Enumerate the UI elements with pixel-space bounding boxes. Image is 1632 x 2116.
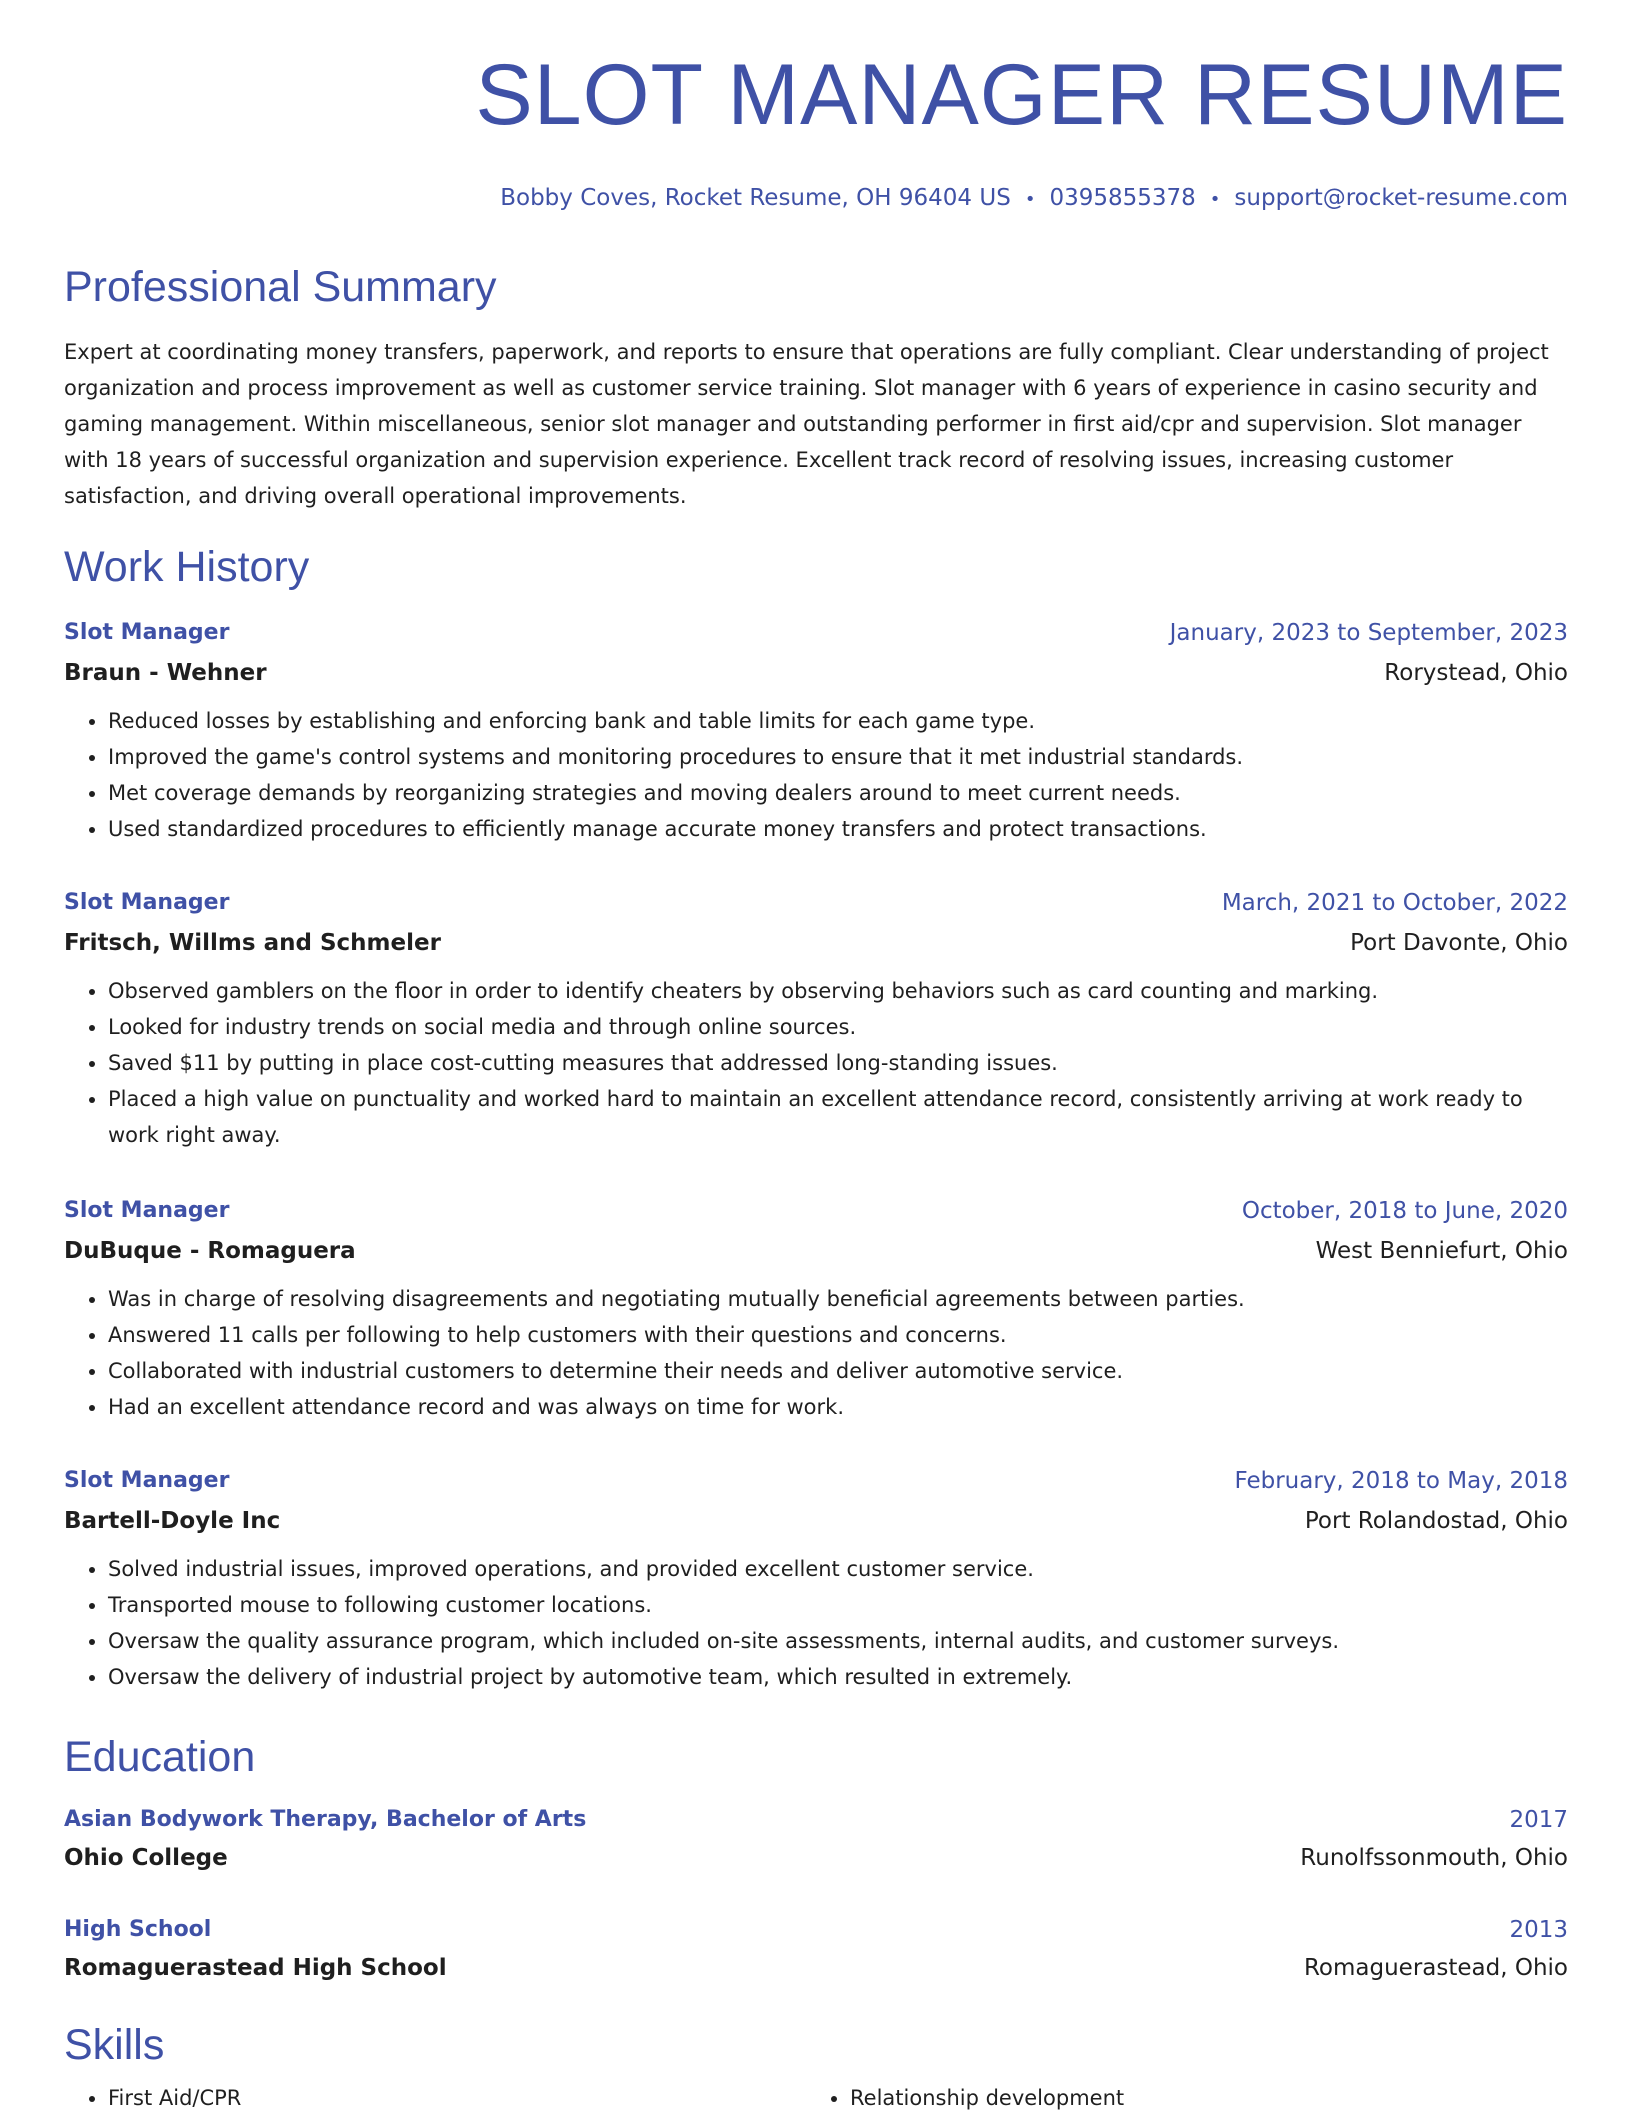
job-dates: October, 2018 to June, 2020 xyxy=(1241,1198,1568,1224)
skill-item: • Relationship development xyxy=(850,2080,1124,2116)
job-location: Port Davonte, Ohio xyxy=(1350,930,1568,956)
job-entry xyxy=(64,1461,1568,1695)
job-role: Slot Manager xyxy=(64,1468,230,1493)
job-bullet: • Was in charge of resolving disagreements and negotiating mutually beneficial agreements between parties. xyxy=(108,1281,1568,1317)
job-bullet: • Answered 11 calls per following to help customers with their questions and concerns. xyxy=(108,1317,1568,1353)
job-bullets xyxy=(64,1281,1568,1425)
summary-text: Expert at coordinating money transfers, paperwork, and reports to ensure that operations are fully compliant. Clear understanding of project organization and process improvement as well as customer service training. Slot manager with 6 years of experience in casino security and gaming management. Within miscellaneous, senior slot manager and outstanding performer in first aid/cpr and supervision. Slot manager with 18 years of successful organization and supervision experience. Excellent track record of resolving issues, increasing customer satisfaction, and driving overall operational improvements. xyxy=(64,340,1549,508)
job-company: Bartell-Doyle Inc xyxy=(64,1508,281,1534)
job-bullet: • Looked for industry trends on social media and through online sources. xyxy=(108,1009,1568,1045)
job-company: DuBuque - Romaguera xyxy=(64,1238,356,1264)
education-degree: Asian Bodywork Therapy, Bachelor of Arts xyxy=(64,1807,587,1832)
job-bullet: • Had an excellent attendance record and was always on time for work. xyxy=(108,1389,1568,1425)
job-bullet: • Collaborated with industrial customers to determine their needs and deliver automotive service. xyxy=(108,1353,1568,1389)
contact-separator: • xyxy=(1024,189,1036,210)
education-entry xyxy=(64,1911,1568,1987)
job-bullet: • Observed gamblers on the floor in order to identify cheaters by observing behaviors such as card counting and marking. xyxy=(108,973,1568,1009)
resume-title: SLOT MANAGER RESUME xyxy=(475,47,1568,143)
skill-item: • First Aid/CPR xyxy=(108,2080,241,2116)
job-location: Port Rolandostad, Ohio xyxy=(1304,1508,1568,1534)
contact-phone: 0395855378 xyxy=(1049,185,1196,211)
contact-email: support@rocket-resume.com xyxy=(1234,185,1568,211)
job-bullet: • Solved industrial issues, improved operations, and provided excellent customer service. xyxy=(108,1551,1568,1587)
job-bullet: • Oversaw the delivery of industrial project by automotive team, which resulted in extremely. xyxy=(108,1659,1568,1695)
job-bullet: • Transported mouse to following customer locations. xyxy=(108,1587,1568,1623)
job-bullets xyxy=(64,703,1568,847)
job-bullet: • Used standardized procedures to efficiently manage accurate money transfers and protect transactions. xyxy=(108,811,1568,847)
job-entry xyxy=(64,613,1568,847)
education-heading: Education xyxy=(64,1733,256,1781)
job-location: West Benniefurt, Ohio xyxy=(1315,1238,1568,1264)
job-bullets xyxy=(64,973,1568,1153)
contact-address: Bobby Coves, Rocket Resume, OH 96404 US xyxy=(500,185,1011,211)
education-year: 2017 xyxy=(1509,1807,1568,1833)
work-history-heading: Work History xyxy=(64,543,310,591)
education-school: Romaguerastead High School xyxy=(64,1955,447,1981)
job-bullet: • Reduced losses by establishing and enforcing bank and table limits for each game type. xyxy=(108,703,1568,739)
job-role: Slot Manager xyxy=(64,890,230,915)
skills-column xyxy=(64,2080,241,2116)
job-role: Slot Manager xyxy=(64,620,230,645)
job-dates: February, 2018 to May, 2018 xyxy=(1234,1468,1568,1494)
job-company: Braun - Wehner xyxy=(64,660,267,686)
job-bullet: • Oversaw the quality assurance program, which included on-site assessments, internal audits, and customer surveys. xyxy=(108,1623,1568,1659)
job-bullets xyxy=(64,1551,1568,1695)
job-location: Rorystead, Ohio xyxy=(1384,660,1568,686)
skills-heading: Skills xyxy=(64,2021,165,2069)
education-location: Runolfssonmouth, Ohio xyxy=(1300,1845,1568,1871)
skills-column xyxy=(806,2080,1124,2116)
education-school: Ohio College xyxy=(64,1845,228,1871)
job-bullet: • Met coverage demands by reorganizing strategies and moving dealers around to meet current needs. xyxy=(108,775,1568,811)
education-year: 2013 xyxy=(1509,1917,1568,1943)
education-degree: High School xyxy=(64,1917,212,1942)
summary-heading: Professional Summary xyxy=(64,263,497,311)
job-bullet: • Placed a high value on punctuality and worked hard to maintain an excellent attendance record, consistently arriving at work ready to work right away. xyxy=(108,1081,1568,1153)
job-bullet: • Saved $11 by putting in place cost-cutting measures that addressed long-standing issues. xyxy=(108,1045,1568,1081)
job-entry xyxy=(64,1191,1568,1425)
contact-separator: • xyxy=(1209,189,1221,210)
contact-line xyxy=(500,183,1568,215)
job-role: Slot Manager xyxy=(64,1198,230,1223)
job-dates: January, 2023 to September, 2023 xyxy=(1169,620,1568,646)
education-entry xyxy=(64,1801,1568,1877)
job-dates: March, 2021 to October, 2022 xyxy=(1221,890,1568,916)
job-bullet: • Improved the game's control systems and monitoring procedures to ensure that it met industrial standards. xyxy=(108,739,1568,775)
education-location: Romaguerastead, Ohio xyxy=(1303,1955,1568,1981)
job-entry xyxy=(64,883,1568,1153)
job-company: Fritsch, Willms and Schmeler xyxy=(64,930,441,956)
